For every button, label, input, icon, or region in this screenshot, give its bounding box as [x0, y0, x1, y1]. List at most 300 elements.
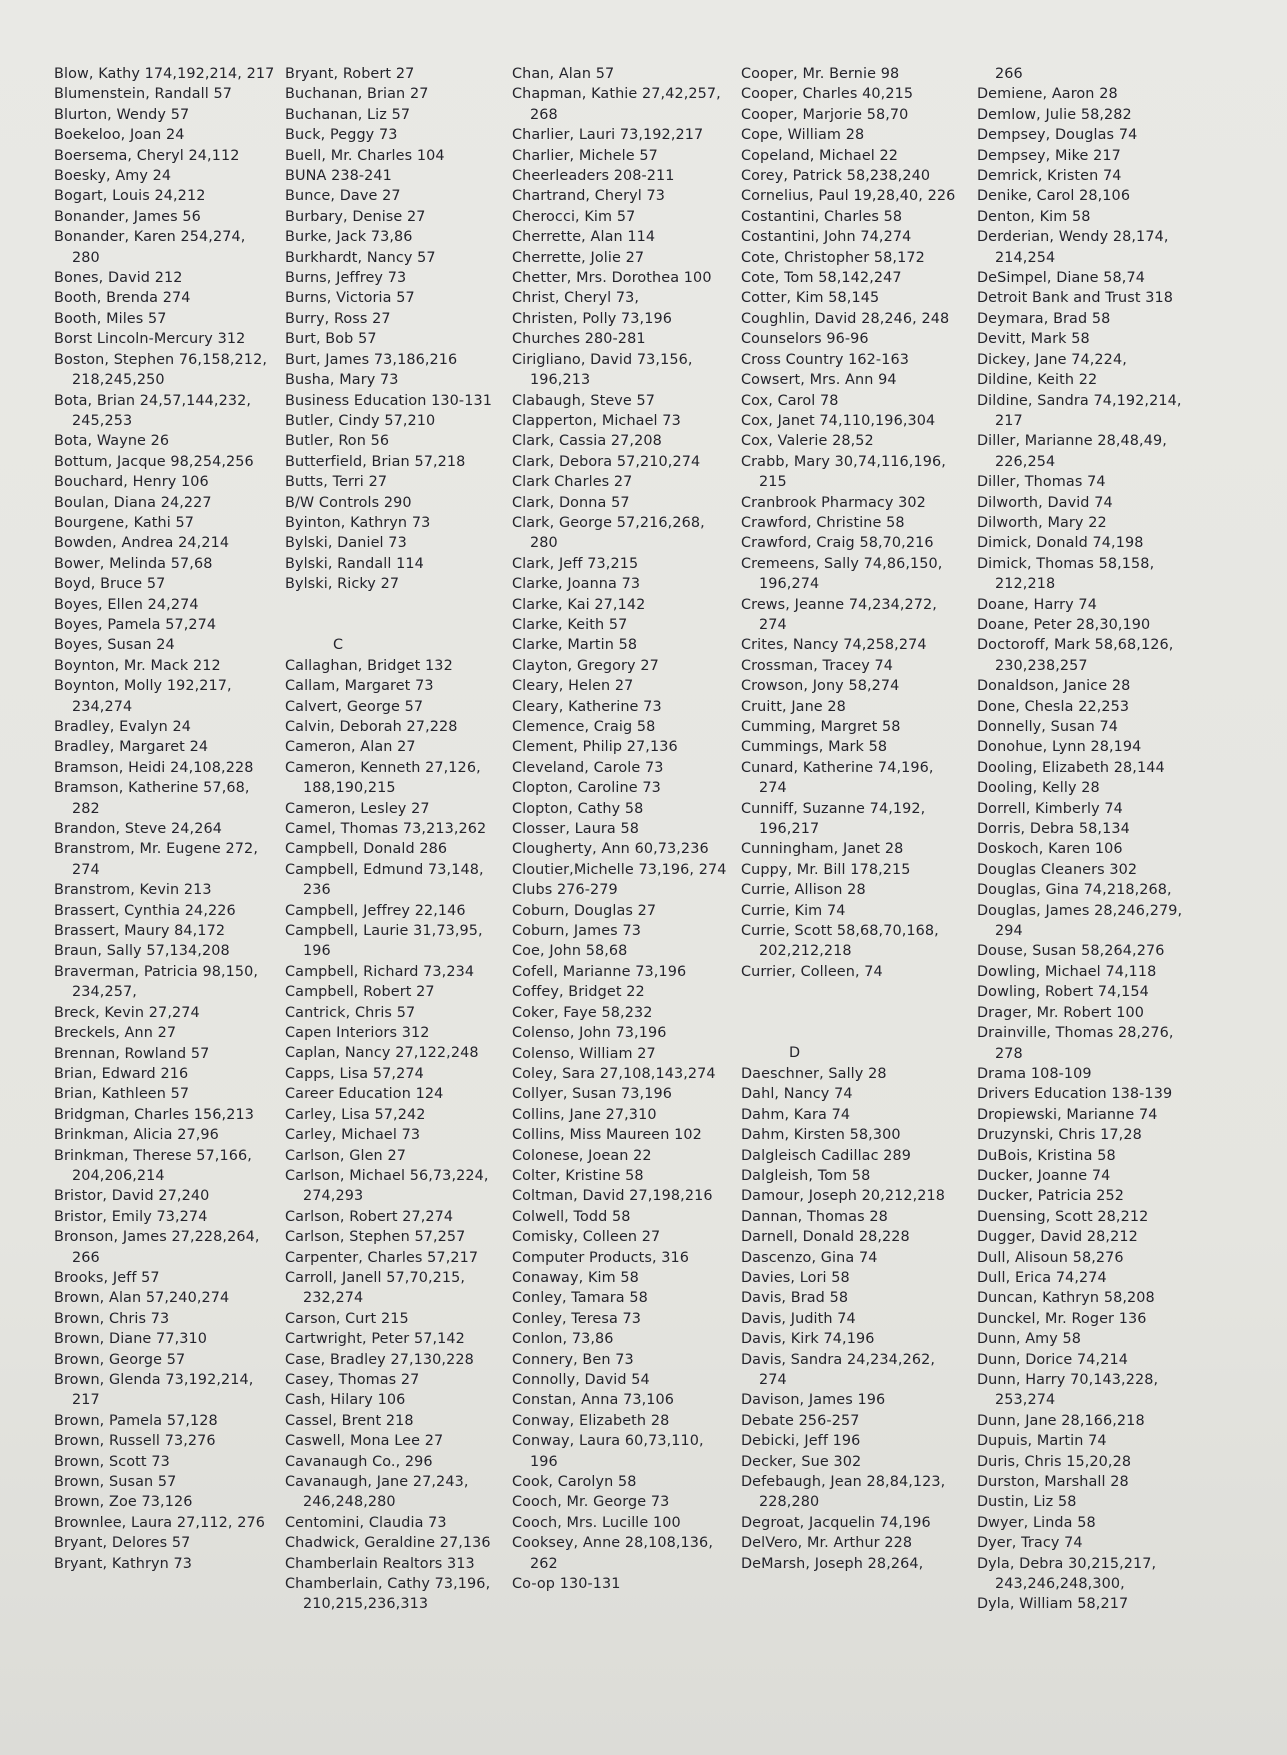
- index-entry: Buell, Mr. Charles 104: [285, 147, 445, 164]
- index-entry: Computer Products, 316: [512, 1249, 690, 1266]
- index-entry: Cavanaugh, Jane 27,243, 246,248,280: [285, 1474, 469, 1511]
- index-entry: Chan, Alan 57: [512, 66, 615, 82]
- index-entry: Boynton, Molly 192,217, 234,274: [54, 678, 232, 715]
- index-entry: Currie, Allison 28: [741, 882, 866, 899]
- index-entry: Demiene, Aaron 28: [977, 86, 1118, 103]
- index-column-3: [512, 64, 734, 1594]
- index-entry: Dunn, Dorice 74,214: [977, 1351, 1128, 1368]
- index-entry: Career Education 124: [285, 1086, 444, 1103]
- index-entry: Brown, Diane 77,310: [54, 1331, 208, 1348]
- index-entry: Cartwright, Peter 57,142: [285, 1331, 465, 1348]
- index-entry: Clark, George 57,216,268, 280: [512, 514, 705, 552]
- index-entry: Dowling, Robert 74,154: [977, 984, 1149, 1001]
- index-entry: Cooch, Mr. George 73: [512, 1494, 670, 1511]
- index-entry: Clark, Cassia 27,208: [512, 433, 662, 450]
- index-entry: Conaway, Kim 58: [512, 1269, 639, 1286]
- index-entry: Cameron, Lesley 27: [285, 800, 430, 817]
- index-entry: Davis, Kirk 74,196: [741, 1331, 875, 1348]
- index-entry: Douglas, Gina 74,218,268,: [977, 882, 1172, 899]
- index-entry: Cox, Carol 78: [741, 392, 839, 409]
- index-entry: Collyer, Susan 73,196: [512, 1086, 673, 1103]
- section-letter-heading: D: [789, 1045, 801, 1062]
- index-entry: Campbell, Robert 27: [285, 984, 435, 1001]
- index-entry: Duris, Chris 15,20,28: [977, 1453, 1132, 1470]
- index-entry: Debicki, Jeff 196: [741, 1433, 861, 1450]
- index-entry: Crowson, Jony 58,274: [741, 678, 900, 695]
- index-entry: Butler, Cindy 57,210: [285, 412, 436, 429]
- index-entry: Carley, Michael 73: [285, 1127, 421, 1144]
- index-entry: Cox, Valerie 28,52: [741, 433, 874, 450]
- index-entry: Burkhardt, Nancy 57: [285, 249, 436, 266]
- index-entry: Deymara, Brad 58: [977, 310, 1111, 327]
- index-entry: Boston, Stephen 76,158,212, 218,245,250: [54, 351, 267, 389]
- index-entry: Dalgleisch Cadillac 289: [741, 1147, 912, 1164]
- index-entry: Bouchard, Henry 106: [54, 474, 209, 491]
- index-entry: Corey, Patrick 58,238,240: [741, 168, 931, 185]
- index-entry: Colenso, William 27: [512, 1045, 656, 1062]
- index-entry: Blurton, Wendy 57: [54, 106, 190, 123]
- index-entry: Ducker, Patricia 252: [977, 1188, 1125, 1205]
- index-entry: Dull, Erica 74,274: [977, 1269, 1107, 1286]
- index-entry: Buchanan, Brian 27: [285, 86, 429, 103]
- index-entry: Dupuis, Martin 74: [977, 1433, 1107, 1450]
- index-entry: Comisky, Colleen 27: [512, 1229, 661, 1246]
- index-entry: Dempsey, Mike 217: [977, 147, 1121, 164]
- index-entry: Burns, Victoria 57: [285, 290, 415, 307]
- index-entry: Conlon, 73,86: [512, 1331, 614, 1348]
- index-entry: Breck, Kevin 27,274: [54, 1004, 200, 1021]
- index-entry: Douglas, James 28,246,279, 294: [977, 902, 1183, 940]
- index-entry: Chetter, Mrs. Dorothea 100: [512, 270, 712, 287]
- index-entry: Cooper, Mr. Bernie 98: [741, 66, 900, 82]
- index-entry: Dropiewski, Marianne 74: [977, 1106, 1158, 1123]
- index-entry: Doskoch, Karen 106: [977, 841, 1123, 858]
- index-entry: Carlson, Stephen 57,257: [285, 1229, 466, 1246]
- index-entry: Bourgene, Kathi 57: [54, 514, 195, 531]
- index-entry: Dempsey, Douglas 74: [977, 127, 1138, 144]
- index-entry: BUNA 238-241: [285, 168, 392, 185]
- index-entry: Detroit Bank and Trust 318: [977, 290, 1174, 307]
- index-entry: Costantini, Charles 58: [741, 208, 903, 225]
- index-entry: Bottum, Jacque 98,254,256: [54, 453, 254, 470]
- index-entry: Boyd, Bruce 57: [54, 576, 166, 593]
- index-entry: Duncan, Kathryn 58,208: [977, 1290, 1155, 1307]
- index-entry: Cunard, Katherine 74,196, 274: [741, 759, 934, 797]
- section-spacer: [285, 595, 507, 636]
- index-entry: Dunn, Harry 70,143,228, 253,274: [977, 1372, 1159, 1409]
- index-entry: Butterfield, Brian 57,218: [285, 453, 466, 470]
- index-entry: DelVero, Mr. Arthur 228: [741, 1535, 913, 1552]
- index-entry: Duensing, Scott 28,212: [977, 1208, 1149, 1225]
- index-entry: Burke, Jack 73,86: [285, 229, 413, 246]
- index-entry: Damour, Joseph 20,212,218: [741, 1188, 946, 1205]
- index-entry: Chamberlain Realtors 313: [285, 1555, 475, 1572]
- index-entry: Brandon, Steve 24,264: [54, 821, 222, 838]
- section-spacer: [741, 982, 963, 1043]
- index-entry: Dooling, Elizabeth 28,144: [977, 759, 1165, 776]
- index-entry: Centomini, Claudia 73: [285, 1514, 447, 1531]
- index-entry: Dildine, Keith 22: [977, 372, 1098, 389]
- index-entry: Copeland, Michael 22: [741, 147, 899, 164]
- index-entry: Calvin, Deborah 27,228: [285, 718, 458, 735]
- index-entry: Bota, Wayne 26: [54, 433, 170, 450]
- index-entry: Defebaugh, Jean 28,84,123, 228,280: [741, 1474, 946, 1511]
- index-entry: Colonese, Joean 22: [512, 1147, 652, 1164]
- index-entry: Crews, Jeanne 74,234,272, 274: [741, 596, 937, 633]
- index-entry: Carson, Curt 215: [285, 1310, 409, 1327]
- index-entry: Clubs 276-279: [512, 882, 618, 899]
- index-entry: Business Education 130-131: [285, 392, 492, 409]
- index-entry: Crabb, Mary 30,74,116,196, 215: [741, 453, 946, 491]
- index-entry: Dahm, Kirsten 58,300: [741, 1127, 901, 1144]
- index-entry: Davis, Brad 58: [741, 1290, 849, 1307]
- index-entry: Colter, Kristine 58: [512, 1167, 644, 1184]
- index-entry: Bogart, Louis 24,212: [54, 188, 206, 205]
- index-entry: Clarke, Keith 57: [512, 616, 628, 633]
- index-entry: Bristor, Emily 73,274: [54, 1208, 208, 1225]
- index-entry: Brown, Alan 57,240,274: [54, 1290, 230, 1307]
- index-entry: Braun, Sally 57,134,208: [54, 943, 230, 960]
- index-entry: Cross Country 162-163: [741, 351, 909, 368]
- index-entry: Doctoroff, Mark 58,68,126, 230,238,257: [977, 637, 1174, 674]
- index-entry: Bradley, Margaret 24: [54, 739, 209, 756]
- index-entry: Busha, Mary 73: [285, 372, 399, 389]
- index-entry: Camel, Thomas 73,213,262: [285, 821, 487, 838]
- index-entry: Brooks, Jeff 57: [54, 1269, 160, 1286]
- index-entry: Connery, Ben 73: [512, 1351, 634, 1368]
- index-entry: Collins, Miss Maureen 102: [512, 1127, 702, 1144]
- index-entry: Bower, Melinda 57,68: [54, 555, 213, 572]
- index-entry: Derderian, Wendy 28,174, 214,254: [977, 229, 1169, 266]
- index-entry: Clopton, Caroline 73: [512, 780, 661, 797]
- index-entry: Done, Chesla 22,253: [977, 698, 1130, 715]
- index-entry: Denike, Carol 28,106: [977, 188, 1131, 205]
- index-entry: Cavanaugh Co., 296: [285, 1453, 433, 1470]
- index-entry: Coughlin, David 28,246, 248: [741, 310, 950, 327]
- index-entry: Brown, Russell 73,276: [54, 1433, 216, 1450]
- index-entry: Dugger, David 28,212: [977, 1229, 1138, 1246]
- index-entry: Callaghan, Bridget 132: [285, 657, 453, 674]
- index-entry: Constan, Anna 73,106: [512, 1392, 675, 1409]
- index-column-1: [54, 64, 276, 1574]
- index-entry: Dooling, Kelly 28: [977, 780, 1100, 797]
- index-entry: Cleary, Helen 27: [512, 678, 634, 695]
- index-entry: Dilworth, Mary 22: [977, 514, 1107, 531]
- index-entry: Clarke, Joanna 73: [512, 576, 641, 593]
- index-entry: Brown, Chris 73: [54, 1310, 170, 1327]
- index-entry: Dowling, Michael 74,118: [977, 963, 1157, 980]
- index-entry: Campbell, Donald 286: [285, 841, 448, 858]
- index-entry: Clougherty, Ann 60,73,236: [512, 841, 709, 858]
- index-entry: Cloutier,Michelle 73,196, 274: [512, 861, 727, 878]
- index-entry: Currie, Kim 74: [741, 902, 846, 919]
- index-entry: Currier, Colleen, 74: [741, 963, 883, 980]
- index-entry: Case, Bradley 27,130,228: [285, 1351, 474, 1368]
- index-entry: Cremeens, Sally 74,86,150, 196,274: [741, 555, 943, 593]
- index-entry: Brassert, Maury 84,172: [54, 923, 226, 940]
- index-entry: Brown, Zoe 73,126: [54, 1494, 193, 1511]
- index-entry: Bones, David 212: [54, 270, 183, 287]
- index-entry: Donohue, Lynn 28,194: [977, 739, 1142, 756]
- index-entry: Cooch, Mrs. Lucille 100: [512, 1514, 681, 1531]
- index-entry: Closser, Laura 58: [512, 821, 640, 838]
- index-entry: Cummings, Mark 58: [741, 739, 888, 756]
- index-entry: Cleveland, Carole 73: [512, 759, 664, 776]
- index-entry: Bronson, James 27,228,264, 266: [54, 1229, 260, 1266]
- index-entry: Callam, Margaret 73: [285, 678, 434, 695]
- index-entry: Durston, Marshall 28: [977, 1474, 1129, 1491]
- index-entry: Butler, Ron 56: [285, 433, 390, 450]
- index-entry: Brown, Glenda 73,192,214, 217: [54, 1372, 254, 1409]
- index-entry: Douglas Cleaners 302: [977, 861, 1138, 878]
- index-entry: Daeschner, Sally 28: [741, 1065, 887, 1082]
- index-entry: Crossman, Tracey 74: [741, 657, 894, 674]
- index-entry: 266: [995, 66, 1023, 82]
- index-entry: Cherocci, Kim 57: [512, 208, 636, 225]
- index-entry: Cruitt, Jane 28: [741, 698, 846, 715]
- index-entry: Bota, Brian 24,57,144,232, 245,253: [54, 392, 252, 429]
- index-entry: Casey, Thomas 27: [285, 1371, 420, 1388]
- index-entry: Diller, Marianne 28,48,49, 226,254: [977, 433, 1167, 470]
- index-entry: Boekeloo, Joan 24: [54, 127, 185, 144]
- index-entry: Cook, Carolyn 58: [512, 1474, 637, 1491]
- index-entry: Cooper, Marjorie 58,70: [741, 106, 909, 123]
- index-entry: Cope, William 28: [741, 127, 865, 144]
- index-entry: Clapperton, Michael 73: [512, 412, 681, 429]
- index-entry: Drager, Mr. Robert 100: [977, 1004, 1144, 1021]
- index-entry: Drivers Education 138-139: [977, 1086, 1173, 1103]
- index-entry: Carlson, Robert 27,274: [285, 1208, 454, 1225]
- index-entry: Coltman, David 27,198,216: [512, 1188, 713, 1205]
- index-entry: Cash, Hilary 106: [285, 1392, 406, 1409]
- index-entry: Carlson, Michael 56,73,224, 274,293: [285, 1167, 489, 1205]
- index-entry: Darnell, Donald 28,228: [741, 1229, 910, 1246]
- index-entry: Booth, Miles 57: [54, 310, 167, 327]
- index-entry: Coburn, James 73: [512, 923, 641, 940]
- index-entry: Braverman, Patricia 98,150, 234,257,: [54, 963, 259, 1001]
- index-entry: Blumenstein, Randall 57: [54, 86, 233, 103]
- index-entry: Brinkman, Therese 57,166, 204,206,214: [54, 1147, 252, 1184]
- index-entry: Crites, Nancy 74,258,274: [741, 637, 927, 654]
- index-entry: Dimick, Thomas 58,158, 212,218: [977, 555, 1155, 593]
- index-entry: Clopton, Cathy 58: [512, 800, 644, 817]
- index-entry: Bylski, Daniel 73: [285, 535, 407, 552]
- index-entry: Byinton, Kathryn 73: [285, 514, 431, 531]
- index-entry: Degroat, Jacquelin 74,196: [741, 1514, 931, 1531]
- index-entry: Bridgman, Charles 156,213: [54, 1106, 254, 1123]
- index-entry: Dunn, Amy 58: [977, 1331, 1082, 1348]
- index-entry: Conway, Elizabeth 28: [512, 1412, 670, 1429]
- index-column-5: [977, 64, 1199, 1615]
- index-entry: Brian, Edward 216: [54, 1065, 189, 1082]
- index-entry: Cherrette, Alan 114: [512, 229, 656, 246]
- index-entry: Chartrand, Cheryl 73: [512, 188, 666, 205]
- index-entry: Coe, John 58,68: [512, 943, 628, 960]
- index-entry: Bunce, Dave 27: [285, 188, 401, 205]
- index-entry: Dimick, Donald 74,198: [977, 535, 1144, 552]
- index-entry: Davison, James 196: [741, 1392, 886, 1409]
- index-entry: DeMarsh, Joseph 28,264,: [741, 1555, 924, 1572]
- index-entry: Decker, Sue 302: [741, 1453, 862, 1470]
- index-entry: Bryant, Delores 57: [54, 1535, 191, 1552]
- index-entry: Bryant, Robert 27: [285, 66, 415, 82]
- index-entry: Boyes, Ellen 24,274: [54, 596, 199, 613]
- index-entry: Branstrom, Kevin 213: [54, 882, 212, 899]
- index-entry: Blow, Kathy 174,192,214, 217: [54, 66, 275, 82]
- index-entry: Carroll, Janell 57,70,215, 232,274: [285, 1269, 466, 1307]
- index-entry: Dyla, Debra 30,215,217, 243,246,248,300,: [977, 1555, 1157, 1593]
- index-entry: Bonander, Karen 254,274, 280: [54, 229, 246, 266]
- index-entry: Dahm, Kara 74: [741, 1106, 851, 1123]
- index-entry: Campbell, Richard 73,234: [285, 963, 475, 980]
- index-entry: Churches 280-281: [512, 331, 646, 348]
- index-entry: Clark, Donna 57: [512, 494, 630, 511]
- index-entry: Dorris, Debra 58,134: [977, 821, 1130, 838]
- index-entry: Brian, Kathleen 57: [54, 1086, 190, 1103]
- index-entry: Dorrell, Kimberly 74: [977, 800, 1123, 817]
- index-entry: Cornelius, Paul 19,28,40, 226: [741, 188, 956, 205]
- index-entry: Capps, Lisa 57,274: [285, 1065, 424, 1082]
- index-entry: Dyla, William 58,217: [977, 1596, 1129, 1613]
- index-entry: Cooksey, Anne 28,108,136, 262: [512, 1535, 713, 1572]
- index-column-2: [285, 64, 507, 1615]
- index-entry: Bramson, Heidi 24,108,228: [54, 759, 254, 776]
- index-entry: Davis, Sandra 24,234,262, 274: [741, 1351, 936, 1388]
- index-entry: Crawford, Christine 58: [741, 514, 905, 531]
- index-entry: Buchanan, Liz 57: [285, 106, 411, 123]
- index-entry: Connolly, David 54: [512, 1372, 650, 1388]
- index-entry: Chamberlain, Cathy 73,196, 210,215,236,313: [285, 1576, 491, 1613]
- index-entry: Cote, Christopher 58,172: [741, 249, 925, 266]
- index-entry: Brown, Pamela 57,128: [54, 1412, 218, 1429]
- index-entry: Breckels, Ann 27: [54, 1025, 177, 1042]
- index-entry: Christ, Cheryl 73,: [512, 290, 640, 307]
- index-entry: Denton, Kim 58: [977, 208, 1091, 225]
- index-entry: Chadwick, Geraldine 27,136: [285, 1535, 491, 1552]
- index-entry: Doane, Harry 74: [977, 596, 1097, 613]
- index-entry: Donnelly, Susan 74: [977, 719, 1119, 735]
- index-entry: Cunniff, Suzanne 74,192, 196,217: [741, 800, 926, 838]
- index-entry: Buck, Peggy 73: [285, 127, 398, 144]
- index-entry: Brown, George 57: [54, 1351, 186, 1368]
- index-entry: Drainville, Thomas 28,276, 278: [977, 1025, 1174, 1062]
- index-entry: Clark, Jeff 73,215: [512, 555, 639, 572]
- index-entry: Caplan, Nancy 27,122,248: [285, 1045, 479, 1062]
- index-entry: Counselors 96-96: [741, 331, 869, 348]
- index-entry: Carlson, Glen 27: [285, 1147, 406, 1164]
- index-entry: Brennan, Rowland 57: [54, 1045, 210, 1062]
- index-entry: Brownlee, Laura 27,112, 276: [54, 1514, 265, 1531]
- index-entry: Clement, Philip 27,136: [512, 739, 678, 756]
- index-entry: DeSimpel, Diane 58,74: [977, 270, 1145, 287]
- index-entry: Bowden, Andrea 24,214: [54, 535, 230, 552]
- index-entry: DuBois, Kristina 58: [977, 1147, 1116, 1164]
- index-entry: Campbell, Laurie 31,73,95, 196: [285, 923, 483, 960]
- index-entry: Demlow, Julie 58,282: [977, 106, 1132, 123]
- index-entry: Carpenter, Charles 57,217: [285, 1249, 479, 1266]
- index-entry: Boyes, Susan 24: [54, 637, 175, 654]
- index-entry: Cassel, Brent 218: [285, 1412, 414, 1429]
- index-entry: Cantrick, Chris 57: [285, 1004, 416, 1021]
- index-entry: Dahl, Nancy 74: [741, 1086, 853, 1103]
- index-entry: Burns, Jeffrey 73: [285, 270, 407, 287]
- index-entry: Clabaugh, Steve 57: [512, 392, 656, 409]
- index-entry: Dyer, Tracy 74: [977, 1535, 1083, 1552]
- index-entry: Coburn, Douglas 27: [512, 902, 657, 919]
- index-entry: Cheerleaders 208-211: [512, 168, 675, 185]
- index-entry: Dickey, Jane 74,224,: [977, 351, 1127, 368]
- index-entry: Dunckel, Mr. Roger 136: [977, 1310, 1147, 1327]
- index-entry: Clemence, Craig 58: [512, 719, 656, 735]
- index-entry: Cirigliano, David 73,156, 196,213: [512, 351, 693, 389]
- index-entry: Brown, Susan 57: [54, 1474, 177, 1491]
- index-entry: Conway, Laura 60,73,110, 196: [512, 1433, 704, 1470]
- index-entry: Debate 256-257: [741, 1412, 860, 1429]
- index-entry: Caswell, Mona Lee 27: [285, 1433, 444, 1450]
- index-entry: Clark, Debora 57,210,274: [512, 453, 701, 470]
- index-entry: Charlier, Lauri 73,192,217: [512, 127, 704, 144]
- index-entry: Ducker, Joanne 74: [977, 1167, 1111, 1184]
- index-entry: Carley, Lisa 57,242: [285, 1106, 426, 1123]
- index-entry: Bradley, Evalyn 24: [54, 719, 192, 735]
- index-entry: Currie, Scott 58,68,70,168, 202,212,218: [741, 923, 939, 960]
- index-entry: Cunningham, Janet 28: [741, 841, 904, 858]
- index-entry: Burt, James 73,186,216: [285, 351, 458, 368]
- index-entry: Coley, Sara 27,108,143,274: [512, 1065, 716, 1082]
- index-entry: Druzynski, Chris 17,28: [977, 1127, 1142, 1144]
- index-entry: Dascenzo, Gina 74: [741, 1249, 878, 1266]
- index-entry: Capen Interiors 312: [285, 1025, 430, 1042]
- index-entry: Dustin, Liz 58: [977, 1494, 1077, 1511]
- index-entry: Boyes, Pamela 57,274: [54, 616, 217, 633]
- index-entry: Douse, Susan 58,264,276: [977, 943, 1165, 960]
- index-entry: Campbell, Jeffrey 22,146: [285, 902, 466, 919]
- index-entry: Chapman, Kathie 27,42,257, 268: [512, 86, 721, 123]
- index-entry: Brinkman, Alicia 27,96: [54, 1127, 219, 1144]
- index-entry: Dildine, Sandra 74,192,214, 217: [977, 392, 1182, 429]
- index-entry: Clarke, Martin 58: [512, 637, 638, 654]
- index-entry: Cote, Tom 58,142,247: [741, 270, 902, 287]
- index-entry: Diller, Thomas 74: [977, 474, 1106, 491]
- index-entry: Co-op 130-131: [512, 1576, 621, 1593]
- index-entry: Dunn, Jane 28,166,218: [977, 1412, 1145, 1429]
- index-entry: Calvert, George 57: [285, 698, 424, 715]
- index-entry: Dalgleish, Tom 58: [741, 1167, 871, 1184]
- index-entry: Clark Charles 27: [512, 474, 633, 491]
- index-entry: Cameron, Alan 27: [285, 739, 416, 756]
- index-entry: Cumming, Margret 58: [741, 719, 901, 735]
- index-entry: Boynton, Mr. Mack 212: [54, 657, 221, 674]
- index-entry: Davis, Judith 74: [741, 1310, 856, 1327]
- index-entry: Coffey, Bridget 22: [512, 984, 645, 1001]
- index-entry: Clayton, Gregory 27: [512, 657, 659, 674]
- index-entry: Cleary, Katherine 73: [512, 698, 662, 715]
- index-entry: Devitt, Mark 58: [977, 331, 1090, 348]
- index-entry: Campbell, Edmund 73,148, 236: [285, 861, 484, 899]
- index-entry: Dannan, Thomas 28: [741, 1208, 888, 1225]
- index-entry: Davies, Lori 58: [741, 1269, 850, 1286]
- index-entry: Cooper, Charles 40,215: [741, 86, 914, 103]
- index-entry: Boersema, Cheryl 24,112: [54, 147, 240, 164]
- index-entry: Christen, Polly 73,196: [512, 310, 672, 327]
- index-entry: Branstrom, Mr. Eugene 272, 274: [54, 841, 258, 878]
- index-entry: Demrick, Kristen 74: [977, 168, 1122, 185]
- index-entry: Collins, Jane 27,310: [512, 1106, 657, 1123]
- index-entry: Doane, Peter 28,30,190: [977, 616, 1151, 633]
- section-letter-heading: C: [333, 637, 344, 654]
- index-entry: Cowsert, Mrs. Ann 94: [741, 372, 897, 389]
- index-entry: Cox, Janet 74,110,196,304: [741, 412, 936, 429]
